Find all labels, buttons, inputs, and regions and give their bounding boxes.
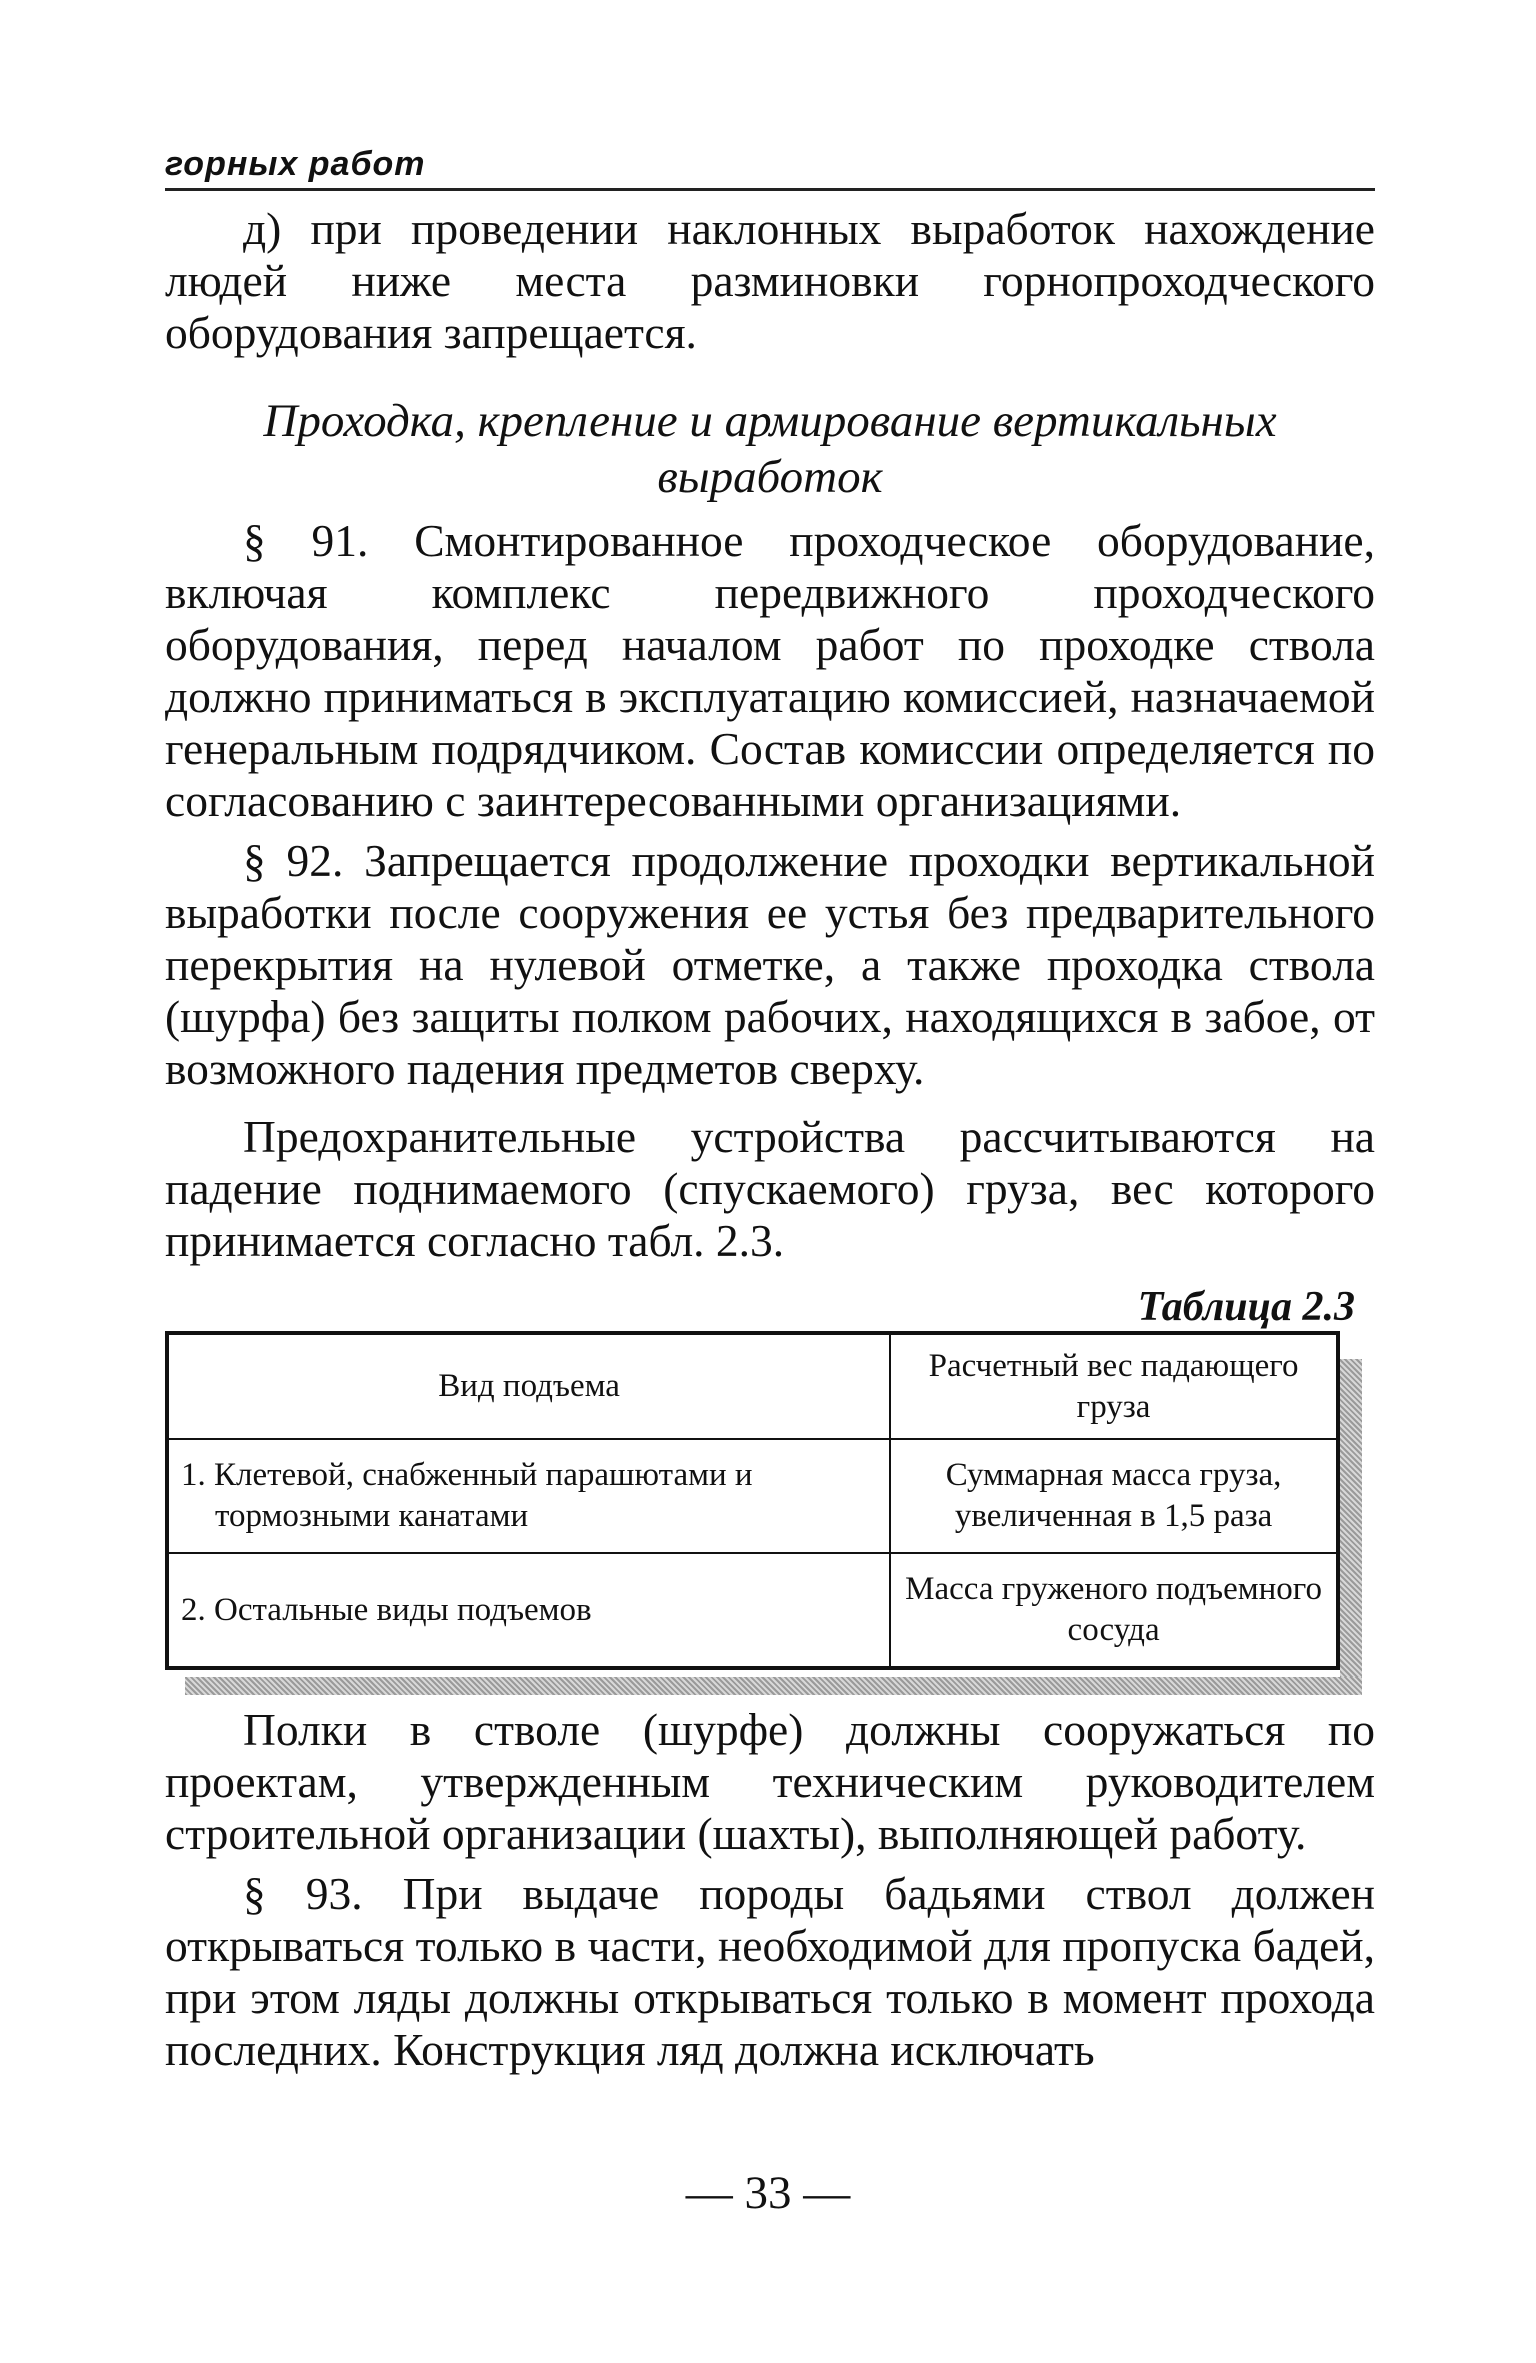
table-header-cell: Расчетный вес падающего груза [890, 1333, 1338, 1439]
table-caption: Таблица 2.3 [1137, 1284, 1355, 1330]
table-shadow-right [1340, 1359, 1362, 1695]
paragraph-d: д) при проведении наклонных выработок нахождение людей ниже места разминовки горнопроходческого оборудования запрещается. [165, 203, 1375, 358]
section-title: Проходка, крепление и армирование вертикальных выработок [263, 395, 1277, 503]
table-header-row [167, 1333, 1338, 1439]
table-cell: 1. Клетевой, снабженный парашютами и тормозными канатами [167, 1439, 890, 1553]
table-row [167, 1553, 1338, 1668]
table-header-cell: Вид подъема [167, 1333, 890, 1439]
paragraph-92: § 92. Запрещается продолжение проходки вертикальной выработки после сооружения ее устья без предварительного перекрытия на нулевой отметке, а также проходка ствола (шурфа) без защиты полком рабочих, находящихся в забое, от возможного падения предметов сверху. [165, 835, 1375, 1094]
paragraph-shelves: Полки в стволе (шурфе) должны сооружаться по проектам, утвержденным техническим руководителем строительной организации (шахты), выполняющей работу. [165, 1704, 1375, 1859]
table-shadow-bottom [185, 1677, 1362, 1695]
table-cell: 2. Остальные виды подъемов [167, 1553, 890, 1668]
table-row [167, 1439, 1338, 1553]
table-container [165, 1331, 1351, 1670]
paragraph-91: § 91. Смонтированное проходческое оборудование, включая комплекс передвижного проходческого оборудования, перед началом работ по проходке ствола должно приниматься в эксплуатацию комиссией, назначаемой генеральным подрядчиком. Состав комиссии определяется по согласованию с заинтересованными организациями. [165, 515, 1375, 826]
paragraph-93: § 93. При выдаче породы бадьями ствол должен открываться только в части, необходимой для пропуска бадей, при этом ляды должны открываться только в момент прохода последних. Конструкция ляд должна исключать [165, 1868, 1375, 2075]
table-cell: Масса груженого подъемного сосуда [890, 1553, 1338, 1668]
paragraph-safety-devices: Предохранительные устройства рассчитываются на падение поднимаемого (спускаемого) груза, вес которого принимается согласно табл. 2.3. [165, 1111, 1375, 1266]
running-head: горных работ [165, 140, 1375, 191]
table-cell: Суммарная масса груза, увеличенная в 1,5 раза [890, 1439, 1338, 1553]
load-table [165, 1331, 1340, 1670]
page-content [165, 140, 1375, 2076]
page-number: — 33 — [685, 2167, 851, 2219]
